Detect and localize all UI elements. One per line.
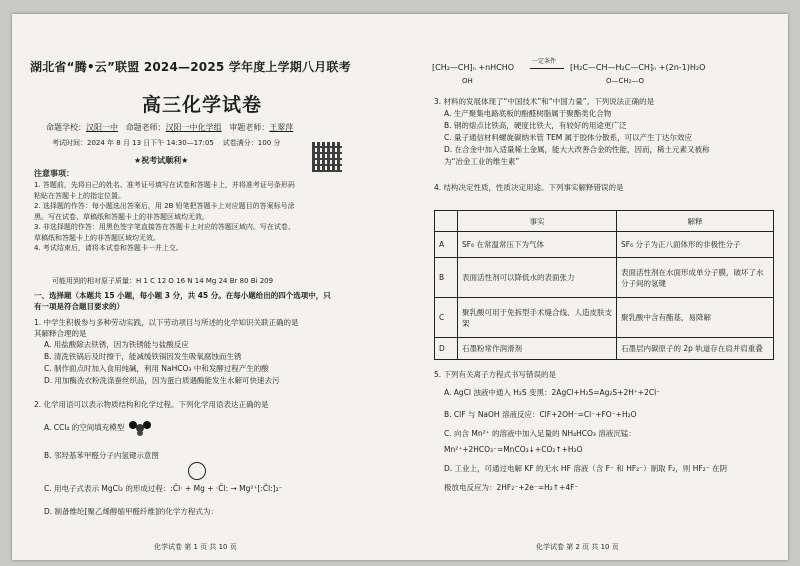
notice-title: 注意事项： xyxy=(34,169,74,178)
reaction-products-sub: O—CH₂—O xyxy=(606,77,644,85)
table-cell: 石墨粉常作润滑剂 xyxy=(458,338,617,360)
question-5 xyxy=(434,368,727,496)
option-a: A. 生产聚集电路底板的酚醛树脂属于聚酯类化合物 xyxy=(444,109,612,118)
section-1-heading-cont: 有一项是符合题目要求的） xyxy=(34,302,124,311)
table-cell: SF₆ 分子为正八面体形的非极性分子 xyxy=(617,232,774,258)
reaction-reactants: ⁅CH₂—CH⁆ₙ +nHCHO xyxy=(432,63,515,72)
facts-table xyxy=(434,210,774,360)
option-a: A. CCl₄ 的空间填充模型 xyxy=(34,420,283,436)
page-footer: 化学试卷 第 2 页 共 10 页 xyxy=(536,543,619,551)
exam-header: 湖北省“腾•云”联盟 2024—2025 学年度上学期八月联考 xyxy=(30,60,351,74)
table-cell: A xyxy=(435,232,458,258)
table-cell: 聚乳酸可用于免拆型手术缝合线、人造皮肤支架 xyxy=(458,298,617,338)
question-stem: 1. 中学生积极参与多种劳动实践，以下劳动项目与所述的化学知识关联正确的是 xyxy=(34,318,299,327)
option-d: D. 用加酶洗衣粉洗涤蚕丝织品，因为蛋白质遇酶能发生水解可快速去污 xyxy=(44,376,280,385)
reaction-products: ⁅H₂C—CH—H₂C—CH⁆ₙ +(2n-1)H₂O xyxy=(570,63,706,72)
table-cell: 聚乳酸中含有酯基，易降解 xyxy=(617,298,774,338)
table-cell: C xyxy=(435,298,458,338)
table-row xyxy=(435,232,774,258)
table-cell: B xyxy=(435,258,458,298)
table-header-row xyxy=(435,211,774,232)
reaction-oh: OH xyxy=(462,77,473,85)
notice-item: 黑。写在试卷、草稿纸和答题卡上的非答题区域均无效。 xyxy=(34,212,209,221)
question-stem: 5. 下列有关离子方程式书写错误的是 xyxy=(434,370,557,379)
benzene-ring-icon xyxy=(188,462,206,480)
table-header xyxy=(435,211,458,232)
table-cell: D xyxy=(435,338,458,360)
table-row xyxy=(435,338,774,360)
notice-item: 3. 非选择题的作答：用黑色签字笔直接答在答题卡上对应的答题区域内。写在试卷、 xyxy=(34,223,295,231)
table-header: 事实 xyxy=(458,211,617,232)
question-3 xyxy=(434,96,710,168)
question-stem: 其解释合理的是 xyxy=(34,329,87,338)
table-cell: 表面活性剂在水面形成单分子膜，破坏了水分子间的氢键 xyxy=(617,258,774,298)
table-cell: 石墨层内碳原子的 2p 轨道存在肩并肩重叠 xyxy=(617,338,774,360)
notice-item: 4. 考试结束后，请将本试卷和答题卡一并上交。 xyxy=(34,244,183,252)
question-2 xyxy=(34,399,283,517)
qr-code-icon xyxy=(312,142,342,172)
exam-title: 高三化学试卷 xyxy=(142,94,263,116)
option-c: C. 向含 Mn²⁺ 的溶液中加入足量的 NH₄HCO₃ 溶液沉锰： xyxy=(444,429,636,438)
option-d-cont: 为“冶金工业的维生素” xyxy=(444,157,520,166)
option-b: B. 钢的熔点比铁高，硬度比铁大，有较好的用途更广泛 xyxy=(444,121,627,130)
page-1 xyxy=(12,14,394,560)
option-d: D. 制备维纶[聚乙烯醇缩甲醛纤维]的化学方程式为： xyxy=(44,507,218,516)
section-1-heading: 一、选择题（本题共 15 小题，每小题 3 分，共 45 分。在每小题给出的四个选项中，只 xyxy=(34,291,331,300)
notice-item: 粘贴在答题卡上的指定位置。 xyxy=(34,191,125,200)
option-d: D. 工业上，可通过电解 KF 的无水 HF 溶液（含 F⁻ 和 HF₂⁻）制取 F₂，则 HF₂⁻ 在阴 xyxy=(444,464,727,473)
page-2 xyxy=(410,14,788,560)
table-cell: SF₆ 在常温常压下为气体 xyxy=(458,232,617,258)
notice-item: 2. 选择题的作答：每小题选出答案后，用 2B 铅笔把答题卡上对应题目的答案标号涂 xyxy=(34,202,295,210)
table-cell: 表面活性剂可以降低水的表面张力 xyxy=(458,258,617,298)
option-b: B. 邻羟基苯甲醛分子内氢键示意图 xyxy=(44,451,159,460)
question-stem: 3. 材料的发展体现了“中国技术”和“中国力量”。下列说法正确的是 xyxy=(434,97,655,106)
exam-sheet xyxy=(12,14,788,560)
reaction-arrow-icon xyxy=(530,68,564,69)
blessing: ★祝考试顺利★ xyxy=(134,156,189,165)
option-c: C. 用电子式表示 MgCl₂ 的形成过程：:C̈l· + Mg + ·C̈l: → Mg²⁺[:C̈l:]₂⁻ xyxy=(44,484,283,493)
option-c: C. 制作面点时加入食用纯碱，利用 NaHCO₃ 中和发酵过程产生的酸 xyxy=(44,364,269,373)
ccl4-model-icon xyxy=(127,420,153,436)
option-d: D. 在合金中加入适量稀土金属，能大大改善合金的性能，因而，稀土元素又被称 xyxy=(444,145,710,154)
option-c-cont: Mn²⁺+2HCO₃⁻=MnCO₃↓+CO₂↑+H₂O xyxy=(444,445,583,454)
reaction-condition: 一定条件 xyxy=(532,58,557,65)
notice-item: 1. 答题前，先将自己的姓名、准考证号填写在试卷和答题卡上，并将准考证号条形码 xyxy=(34,181,295,189)
option-a: A. AgCl 浊液中通入 H₂S 变黑：2AgCl+H₂S=Ag₂S+2H⁺+2Cl⁻ xyxy=(444,388,661,397)
notice-list xyxy=(34,180,295,254)
notice-item: 草稿纸和答题卡上的非答题区域均无效。 xyxy=(34,233,160,242)
page-footer: 化学试卷 第 1 页 共 10 页 xyxy=(154,543,237,551)
question-4-stem: 4. 结构决定性质，性质决定用途。下列事实解释错误的是 xyxy=(434,183,624,192)
meta-line-2: 考试时间：2024 年 8 月 13 日下午 14:30—17:05 试卷满分：100 分 xyxy=(52,139,281,147)
option-a: A. 用盐酸除去铁锈，因为铁锈能与盐酸反应 xyxy=(44,340,189,349)
option-c: C. 量子通信材料螺旋碳纳米管 TEM 属于胶体分散系，可以产生丁达尔效应 xyxy=(444,133,693,142)
option-b: B. 清洗铁锅后及时擦干，能减缓铁锅因发生吸氧腐蚀而生锈 xyxy=(44,352,242,361)
question-stem: 2. 化学用语可以表示物质结构和化学过程。下列化学用语表达正确的是 xyxy=(34,400,269,409)
table-row xyxy=(435,298,774,338)
table-header: 解释 xyxy=(617,211,774,232)
atomic-masses: 可能用到的相对原子质量：H 1 C 12 O 16 N 14 Mg 24 Br 80 Bi 209 xyxy=(52,277,274,285)
question-1 xyxy=(34,317,299,387)
option-b: B. ClF 与 NaOH 溶液反应：ClF+2OH⁻=Cl⁻+FO⁻+H₂O xyxy=(444,410,637,419)
table-row xyxy=(435,258,774,298)
option-d-cont: 极放电反应为：2HF₂⁻+2e⁻=H₂↑+4F⁻ xyxy=(444,483,579,492)
meta-line-1: 命题学校：汉阳一中 命题老师：汉阳一中化学组 审题老师：王翠萍 xyxy=(46,123,294,132)
